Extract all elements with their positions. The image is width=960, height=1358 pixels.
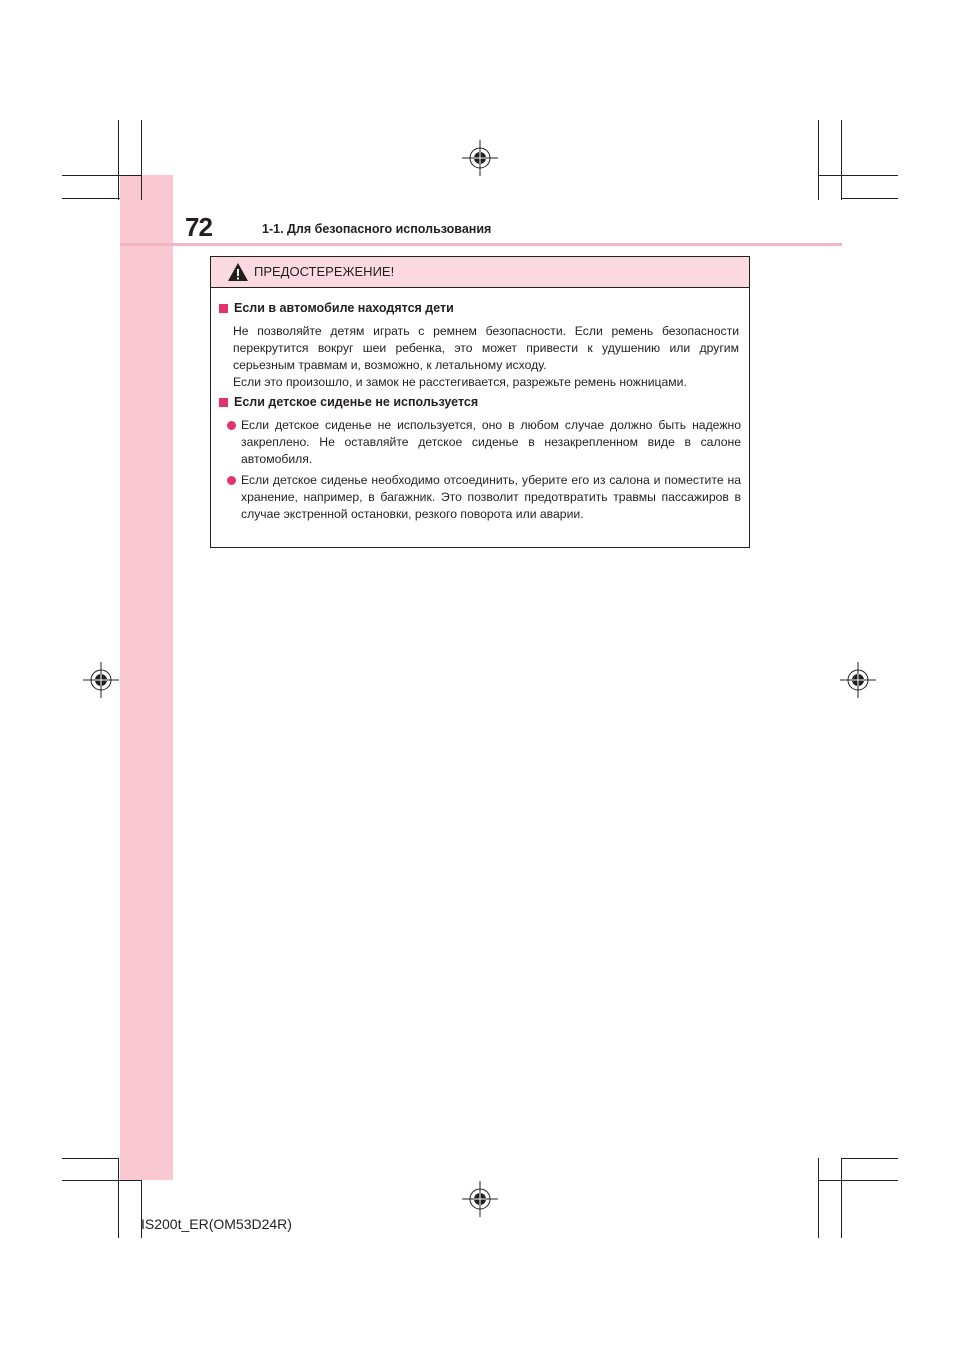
- crop-mark: [841, 120, 842, 200]
- caution-header: [211, 257, 749, 288]
- paragraph-text: Если это произошло, и замок не расстегивается, разрежьте ремень ножницами.: [233, 375, 687, 389]
- list-item-text: Если детское сиденье не используется, оно в любом случае должно быть надежно закреплено. Не оставляйте детское сиденье в незакрепленном виде в салоне автомобиля.: [241, 418, 741, 466]
- crop-mark: [62, 1180, 142, 1181]
- registration-mark-icon: [462, 1181, 498, 1217]
- crop-mark: [841, 1158, 842, 1238]
- crop-mark: [141, 120, 142, 200]
- crop-mark: [818, 1180, 898, 1181]
- caution-section: [219, 395, 741, 409]
- crop-mark: [841, 1158, 898, 1159]
- paragraph-text: Не позволяйте детям играть с ремнем безопасности. Если ремень безопасности перекрутится вокруг шеи ребенка, это может привести к удушению или другим серьезным травмам и, возможно, к летальному исходу.: [233, 324, 739, 372]
- document-code: IS200t_ER(OM53D24R): [141, 1216, 292, 1232]
- crop-mark: [118, 120, 119, 200]
- round-bullet-icon: [227, 421, 236, 430]
- section-heading: Если детское сиденье не используется: [234, 395, 479, 409]
- caution-section: [219, 301, 741, 315]
- crop-mark: [818, 120, 819, 200]
- crop-mark: [62, 175, 142, 176]
- list-item-text: Если детское сиденье необходимо отсоединить, уберите его из салона и поместите на хранение, например, в багажник. Это позволит предотвратить травмы пассажиров в случае экстренной остановки, резкого поворота или аварии.: [241, 473, 741, 521]
- list-item: [227, 472, 741, 523]
- registration-mark-icon: [83, 662, 119, 698]
- crop-mark: [841, 198, 898, 199]
- crop-mark: [818, 1158, 819, 1238]
- warning-triangle-icon: [227, 262, 249, 282]
- round-bullet-icon: [227, 476, 236, 485]
- crop-mark: [818, 175, 898, 176]
- header-divider: [120, 243, 842, 246]
- caution-box: [210, 256, 750, 548]
- registration-mark-icon: [840, 662, 876, 698]
- crop-mark: [62, 1158, 119, 1159]
- registration-mark-icon: [462, 140, 498, 176]
- section-heading: Если в автомобиле находятся дети: [234, 301, 454, 315]
- caution-paragraph: [233, 323, 739, 391]
- square-bullet-icon: [219, 304, 228, 313]
- crop-mark: [62, 198, 120, 199]
- side-color-band: [120, 175, 173, 1180]
- list-item: [227, 417, 741, 468]
- square-bullet-icon: [219, 398, 228, 407]
- section-title: 1-1. Для безопасного использования: [262, 222, 492, 236]
- page-number: 72: [185, 212, 212, 242]
- caution-title: ПРЕДОСТЕРЕЖЕНИЕ!: [254, 264, 395, 279]
- crop-mark: [118, 1158, 119, 1238]
